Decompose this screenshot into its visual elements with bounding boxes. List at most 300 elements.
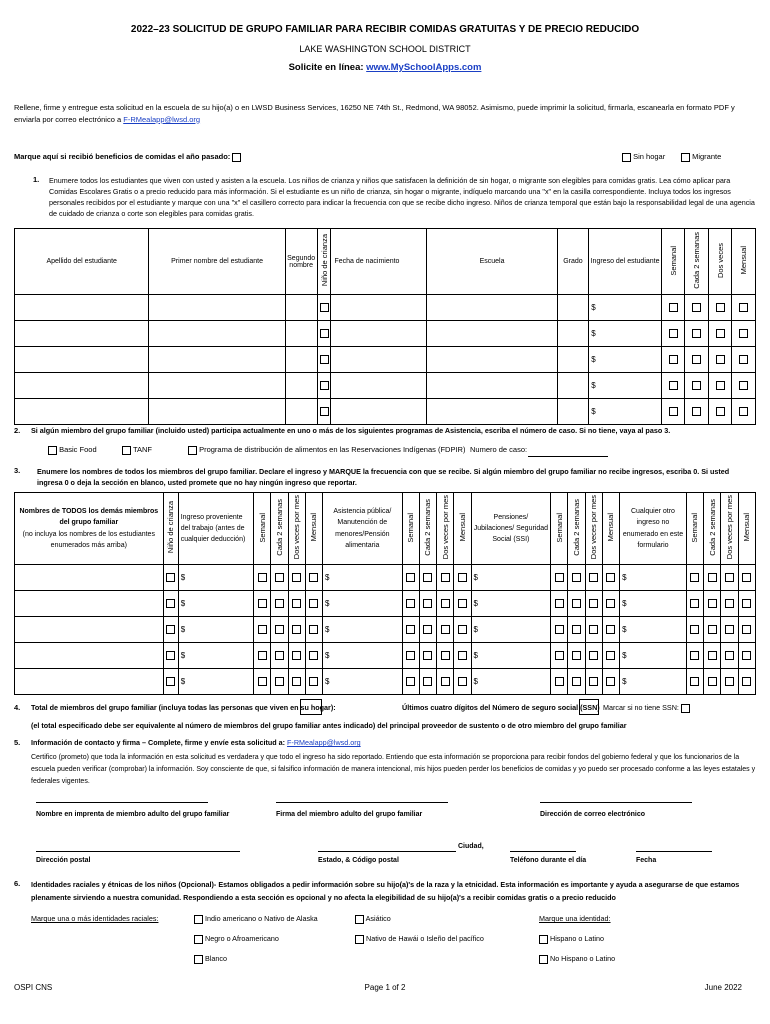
- household-frequency-checkbox[interactable]: [423, 651, 432, 660]
- student-last-name-cell[interactable]: [15, 295, 149, 321]
- household-frequency-cell[interactable]: [585, 669, 602, 695]
- student-school-cell[interactable]: [427, 321, 557, 347]
- household-frequency-checkbox[interactable]: [292, 599, 301, 608]
- student-monthly-cell[interactable]: [732, 347, 756, 373]
- household-frequency-checkbox[interactable]: [292, 573, 301, 582]
- household-frequency-checkbox[interactable]: [742, 625, 751, 634]
- household-frequency-cell[interactable]: [271, 591, 288, 617]
- section5-email-link[interactable]: F-RMealapp@lwsd.org: [287, 738, 361, 747]
- race-black-checkbox[interactable]: [194, 935, 203, 944]
- student-last-name-cell[interactable]: [15, 347, 149, 373]
- household-frequency-cell[interactable]: [163, 591, 178, 617]
- student-last-name-cell[interactable]: [15, 373, 149, 399]
- race-hawaiian-checkbox[interactable]: [355, 935, 364, 944]
- household-frequency-cell[interactable]: [288, 591, 305, 617]
- household-frequency-cell[interactable]: [602, 591, 619, 617]
- household-frequency-cell[interactable]: [551, 591, 568, 617]
- household-frequency-cell[interactable]: [686, 565, 703, 591]
- student-weekly-cell[interactable]: [661, 399, 685, 425]
- city-line[interactable]: [318, 851, 456, 852]
- student-biweekly-checkbox[interactable]: [692, 355, 701, 364]
- no-ssn-checkbox[interactable]: [681, 704, 690, 713]
- household-income-cell[interactable]: [322, 591, 402, 617]
- household-frequency-cell[interactable]: [419, 669, 436, 695]
- student-monthly-checkbox[interactable]: [739, 355, 748, 364]
- household-frequency-checkbox[interactable]: [275, 677, 284, 686]
- household-frequency-checkbox[interactable]: [441, 625, 450, 634]
- signature-line[interactable]: [276, 802, 448, 803]
- household-frequency-checkbox[interactable]: [708, 599, 717, 608]
- household-foster-checkbox[interactable]: [166, 599, 175, 608]
- student-monthly-cell[interactable]: [732, 373, 756, 399]
- basic-food-checkbox[interactable]: [48, 446, 57, 455]
- household-frequency-checkbox[interactable]: [742, 599, 751, 608]
- student-first-name-cell[interactable]: [149, 373, 285, 399]
- phone-line[interactable]: [510, 851, 576, 852]
- household-frequency-checkbox[interactable]: [555, 573, 564, 582]
- student-weekly-checkbox[interactable]: [669, 303, 678, 312]
- household-frequency-cell[interactable]: [254, 565, 271, 591]
- household-frequency-checkbox[interactable]: [423, 599, 432, 608]
- household-frequency-cell[interactable]: [602, 643, 619, 669]
- household-frequency-checkbox[interactable]: [742, 651, 751, 660]
- household-frequency-checkbox[interactable]: [555, 677, 564, 686]
- household-frequency-checkbox[interactable]: [258, 651, 267, 660]
- student-biweekly-cell[interactable]: [685, 347, 709, 373]
- household-frequency-checkbox[interactable]: [742, 573, 751, 582]
- household-frequency-cell[interactable]: [585, 591, 602, 617]
- household-income-cell[interactable]: [471, 669, 551, 695]
- student-twice-checkbox[interactable]: [716, 329, 725, 338]
- student-foster-checkbox[interactable]: [320, 329, 329, 338]
- case-number-line[interactable]: [528, 456, 608, 457]
- household-income-cell[interactable]: [178, 669, 253, 695]
- household-frequency-checkbox[interactable]: [406, 677, 415, 686]
- fdpir-checkbox[interactable]: [188, 446, 197, 455]
- household-frequency-checkbox[interactable]: [725, 651, 734, 660]
- student-weekly-checkbox[interactable]: [669, 355, 678, 364]
- household-member-name-cell[interactable]: [15, 643, 164, 669]
- household-frequency-checkbox[interactable]: [292, 625, 301, 634]
- household-frequency-cell[interactable]: [288, 643, 305, 669]
- household-frequency-cell[interactable]: [568, 565, 585, 591]
- student-twice-checkbox[interactable]: [716, 355, 725, 364]
- household-frequency-checkbox[interactable]: [458, 625, 467, 634]
- household-foster-checkbox[interactable]: [166, 625, 175, 634]
- household-frequency-cell[interactable]: [738, 565, 755, 591]
- student-last-name-cell[interactable]: [15, 399, 149, 425]
- household-frequency-cell[interactable]: [305, 591, 322, 617]
- household-total-input[interactable]: [300, 699, 322, 715]
- household-foster-checkbox[interactable]: [166, 677, 175, 686]
- student-twice-checkbox[interactable]: [716, 303, 725, 312]
- household-frequency-checkbox[interactable]: [572, 651, 581, 660]
- student-monthly-checkbox[interactable]: [739, 381, 748, 390]
- household-frequency-checkbox[interactable]: [258, 625, 267, 634]
- student-first-name-cell[interactable]: [149, 347, 285, 373]
- student-foster-cell[interactable]: [317, 373, 331, 399]
- household-income-cell[interactable]: [620, 617, 687, 643]
- race-indian-checkbox[interactable]: [194, 915, 203, 924]
- household-frequency-cell[interactable]: [602, 565, 619, 591]
- household-frequency-cell[interactable]: [686, 617, 703, 643]
- household-frequency-cell[interactable]: [271, 669, 288, 695]
- student-twice-cell[interactable]: [708, 347, 732, 373]
- student-dob-cell[interactable]: [331, 399, 427, 425]
- household-frequency-cell[interactable]: [254, 643, 271, 669]
- student-foster-cell[interactable]: [317, 295, 331, 321]
- household-frequency-cell[interactable]: [288, 617, 305, 643]
- student-foster-cell[interactable]: [317, 399, 331, 425]
- student-biweekly-cell[interactable]: [685, 295, 709, 321]
- household-frequency-cell[interactable]: [402, 643, 419, 669]
- student-school-cell[interactable]: [427, 399, 557, 425]
- household-income-cell[interactable]: [322, 565, 402, 591]
- household-frequency-checkbox[interactable]: [725, 677, 734, 686]
- household-income-cell[interactable]: [471, 591, 551, 617]
- household-income-cell[interactable]: [322, 669, 402, 695]
- household-frequency-checkbox[interactable]: [458, 599, 467, 608]
- household-frequency-checkbox[interactable]: [690, 599, 699, 608]
- household-frequency-cell[interactable]: [454, 669, 471, 695]
- household-frequency-cell[interactable]: [288, 669, 305, 695]
- student-income-cell[interactable]: [589, 399, 662, 425]
- student-twice-cell[interactable]: [708, 373, 732, 399]
- household-frequency-cell[interactable]: [551, 669, 568, 695]
- student-first-name-cell[interactable]: [149, 399, 285, 425]
- student-weekly-checkbox[interactable]: [669, 381, 678, 390]
- student-monthly-checkbox[interactable]: [739, 329, 748, 338]
- household-frequency-checkbox[interactable]: [725, 625, 734, 634]
- household-frequency-checkbox[interactable]: [292, 677, 301, 686]
- household-frequency-checkbox[interactable]: [690, 573, 699, 582]
- household-frequency-cell[interactable]: [738, 591, 755, 617]
- student-weekly-checkbox[interactable]: [669, 407, 678, 416]
- household-frequency-checkbox[interactable]: [458, 677, 467, 686]
- household-frequency-checkbox[interactable]: [708, 625, 717, 634]
- household-frequency-checkbox[interactable]: [589, 599, 598, 608]
- student-first-name-cell[interactable]: [149, 321, 285, 347]
- household-income-cell[interactable]: [471, 565, 551, 591]
- student-weekly-cell[interactable]: [661, 347, 685, 373]
- household-frequency-checkbox[interactable]: [606, 677, 615, 686]
- student-dob-cell[interactable]: [331, 321, 427, 347]
- intro-email-link[interactable]: F-RMealapp@lwsd.org: [123, 114, 201, 124]
- household-frequency-checkbox[interactable]: [725, 599, 734, 608]
- household-frequency-cell[interactable]: [454, 591, 471, 617]
- household-frequency-cell[interactable]: [721, 669, 738, 695]
- date-line[interactable]: [636, 851, 712, 852]
- household-frequency-cell[interactable]: [585, 617, 602, 643]
- household-frequency-checkbox[interactable]: [309, 599, 318, 608]
- household-frequency-checkbox[interactable]: [708, 677, 717, 686]
- race-white-checkbox[interactable]: [194, 955, 203, 964]
- race-asian-checkbox[interactable]: [355, 915, 364, 924]
- household-income-cell[interactable]: [178, 591, 253, 617]
- household-frequency-cell[interactable]: [568, 617, 585, 643]
- household-frequency-checkbox[interactable]: [292, 651, 301, 660]
- student-middle-name-cell[interactable]: [285, 347, 317, 373]
- household-frequency-cell[interactable]: [163, 643, 178, 669]
- student-dob-cell[interactable]: [331, 295, 427, 321]
- student-biweekly-cell[interactable]: [685, 373, 709, 399]
- household-income-cell[interactable]: [471, 617, 551, 643]
- ssn-input[interactable]: [579, 699, 599, 715]
- household-frequency-cell[interactable]: [704, 565, 721, 591]
- household-frequency-cell[interactable]: [305, 669, 322, 695]
- household-frequency-cell[interactable]: [454, 565, 471, 591]
- household-frequency-cell[interactable]: [437, 643, 454, 669]
- student-twice-cell[interactable]: [708, 295, 732, 321]
- household-frequency-cell[interactable]: [602, 669, 619, 695]
- student-monthly-cell[interactable]: [732, 321, 756, 347]
- student-weekly-checkbox[interactable]: [669, 329, 678, 338]
- household-frequency-checkbox[interactable]: [406, 625, 415, 634]
- household-frequency-checkbox[interactable]: [309, 651, 318, 660]
- household-frequency-checkbox[interactable]: [258, 677, 267, 686]
- household-frequency-cell[interactable]: [454, 617, 471, 643]
- household-frequency-checkbox[interactable]: [258, 599, 267, 608]
- household-frequency-cell[interactable]: [402, 617, 419, 643]
- household-frequency-checkbox[interactable]: [275, 573, 284, 582]
- hispanic-checkbox[interactable]: [539, 935, 548, 944]
- household-frequency-checkbox[interactable]: [441, 573, 450, 582]
- household-frequency-cell[interactable]: [254, 617, 271, 643]
- household-frequency-cell[interactable]: [686, 643, 703, 669]
- household-income-cell[interactable]: [620, 669, 687, 695]
- household-frequency-cell[interactable]: [721, 617, 738, 643]
- student-income-cell[interactable]: [589, 373, 662, 399]
- household-frequency-cell[interactable]: [271, 643, 288, 669]
- household-member-name-cell[interactable]: [15, 565, 164, 591]
- household-member-name-cell[interactable]: [15, 669, 164, 695]
- student-biweekly-checkbox[interactable]: [692, 329, 701, 338]
- household-frequency-cell[interactable]: [437, 591, 454, 617]
- household-income-cell[interactable]: [322, 617, 402, 643]
- student-middle-name-cell[interactable]: [285, 399, 317, 425]
- student-school-cell[interactable]: [427, 347, 557, 373]
- household-frequency-checkbox[interactable]: [572, 599, 581, 608]
- household-frequency-checkbox[interactable]: [589, 573, 598, 582]
- household-frequency-checkbox[interactable]: [725, 573, 734, 582]
- student-twice-checkbox[interactable]: [716, 407, 725, 416]
- household-frequency-checkbox[interactable]: [458, 651, 467, 660]
- household-frequency-checkbox[interactable]: [423, 677, 432, 686]
- homeless-checkbox[interactable]: [622, 153, 631, 162]
- household-frequency-cell[interactable]: [721, 591, 738, 617]
- household-frequency-checkbox[interactable]: [606, 625, 615, 634]
- student-middle-name-cell[interactable]: [285, 373, 317, 399]
- email-line[interactable]: [540, 802, 692, 803]
- household-frequency-cell[interactable]: [163, 617, 178, 643]
- household-frequency-cell[interactable]: [271, 565, 288, 591]
- household-income-cell[interactable]: [471, 643, 551, 669]
- student-weekly-cell[interactable]: [661, 321, 685, 347]
- household-frequency-checkbox[interactable]: [275, 651, 284, 660]
- household-frequency-cell[interactable]: [419, 591, 436, 617]
- household-frequency-checkbox[interactable]: [572, 625, 581, 634]
- household-frequency-checkbox[interactable]: [589, 677, 598, 686]
- household-frequency-cell[interactable]: [738, 617, 755, 643]
- household-frequency-checkbox[interactable]: [406, 651, 415, 660]
- student-middle-name-cell[interactable]: [285, 321, 317, 347]
- household-frequency-checkbox[interactable]: [690, 651, 699, 660]
- household-frequency-cell[interactable]: [271, 617, 288, 643]
- household-frequency-checkbox[interactable]: [589, 651, 598, 660]
- student-grade-cell[interactable]: [557, 295, 589, 321]
- student-foster-cell[interactable]: [317, 321, 331, 347]
- household-frequency-cell[interactable]: [163, 669, 178, 695]
- household-frequency-checkbox[interactable]: [572, 573, 581, 582]
- student-first-name-cell[interactable]: [149, 295, 285, 321]
- household-frequency-cell[interactable]: [738, 669, 755, 695]
- student-twice-cell[interactable]: [708, 399, 732, 425]
- household-frequency-cell[interactable]: [721, 565, 738, 591]
- household-frequency-checkbox[interactable]: [309, 677, 318, 686]
- household-frequency-cell[interactable]: [454, 643, 471, 669]
- student-biweekly-checkbox[interactable]: [692, 303, 701, 312]
- household-frequency-cell[interactable]: [551, 565, 568, 591]
- household-frequency-checkbox[interactable]: [441, 677, 450, 686]
- household-frequency-cell[interactable]: [704, 591, 721, 617]
- household-frequency-checkbox[interactable]: [423, 625, 432, 634]
- migrant-checkbox[interactable]: [681, 153, 690, 162]
- student-monthly-cell[interactable]: [732, 399, 756, 425]
- household-frequency-cell[interactable]: [686, 591, 703, 617]
- student-school-cell[interactable]: [427, 373, 557, 399]
- address-line[interactable]: [36, 851, 240, 852]
- household-frequency-checkbox[interactable]: [708, 651, 717, 660]
- student-income-cell[interactable]: [589, 321, 662, 347]
- household-frequency-checkbox[interactable]: [555, 651, 564, 660]
- household-frequency-cell[interactable]: [551, 617, 568, 643]
- household-frequency-cell[interactable]: [585, 643, 602, 669]
- printed-name-line[interactable]: [36, 802, 208, 803]
- household-frequency-cell[interactable]: [704, 669, 721, 695]
- student-monthly-cell[interactable]: [732, 295, 756, 321]
- student-income-cell[interactable]: [589, 295, 662, 321]
- student-dob-cell[interactable]: [331, 373, 427, 399]
- household-frequency-cell[interactable]: [704, 643, 721, 669]
- household-frequency-checkbox[interactable]: [690, 677, 699, 686]
- household-frequency-checkbox[interactable]: [606, 599, 615, 608]
- household-frequency-checkbox[interactable]: [606, 651, 615, 660]
- household-frequency-checkbox[interactable]: [572, 677, 581, 686]
- household-frequency-checkbox[interactable]: [309, 625, 318, 634]
- online-url-link[interactable]: www.MySchoolApps.com: [366, 62, 482, 73]
- student-biweekly-checkbox[interactable]: [692, 407, 701, 416]
- student-foster-cell[interactable]: [317, 347, 331, 373]
- student-grade-cell[interactable]: [557, 347, 589, 373]
- household-frequency-checkbox[interactable]: [555, 625, 564, 634]
- household-frequency-cell[interactable]: [551, 643, 568, 669]
- student-income-cell[interactable]: [589, 347, 662, 373]
- student-monthly-checkbox[interactable]: [739, 303, 748, 312]
- student-grade-cell[interactable]: [557, 321, 589, 347]
- household-income-cell[interactable]: [178, 643, 253, 669]
- household-foster-checkbox[interactable]: [166, 651, 175, 660]
- household-frequency-cell[interactable]: [568, 669, 585, 695]
- household-frequency-checkbox[interactable]: [258, 573, 267, 582]
- household-income-cell[interactable]: [620, 643, 687, 669]
- household-frequency-checkbox[interactable]: [708, 573, 717, 582]
- household-frequency-cell[interactable]: [568, 591, 585, 617]
- household-frequency-checkbox[interactable]: [423, 573, 432, 582]
- household-frequency-cell[interactable]: [686, 669, 703, 695]
- household-frequency-cell[interactable]: [437, 565, 454, 591]
- household-frequency-cell[interactable]: [254, 591, 271, 617]
- household-frequency-checkbox[interactable]: [275, 599, 284, 608]
- household-frequency-checkbox[interactable]: [406, 573, 415, 582]
- student-weekly-cell[interactable]: [661, 295, 685, 321]
- household-income-cell[interactable]: [620, 565, 687, 591]
- student-dob-cell[interactable]: [331, 347, 427, 373]
- household-frequency-cell[interactable]: [419, 617, 436, 643]
- household-frequency-cell[interactable]: [305, 565, 322, 591]
- student-grade-cell[interactable]: [557, 373, 589, 399]
- student-grade-cell[interactable]: [557, 399, 589, 425]
- household-frequency-cell[interactable]: [402, 565, 419, 591]
- household-frequency-checkbox[interactable]: [690, 625, 699, 634]
- household-frequency-checkbox[interactable]: [555, 599, 564, 608]
- student-foster-checkbox[interactable]: [320, 381, 329, 390]
- student-biweekly-checkbox[interactable]: [692, 381, 701, 390]
- household-frequency-cell[interactable]: [704, 617, 721, 643]
- student-school-cell[interactable]: [427, 295, 557, 321]
- household-frequency-checkbox[interactable]: [441, 599, 450, 608]
- household-income-cell[interactable]: [178, 565, 253, 591]
- prior-year-checkbox[interactable]: [232, 153, 241, 162]
- household-frequency-cell[interactable]: [305, 617, 322, 643]
- student-foster-checkbox[interactable]: [320, 407, 329, 416]
- household-frequency-cell[interactable]: [602, 617, 619, 643]
- household-frequency-checkbox[interactable]: [406, 599, 415, 608]
- household-frequency-checkbox[interactable]: [309, 573, 318, 582]
- student-weekly-cell[interactable]: [661, 373, 685, 399]
- household-frequency-cell[interactable]: [721, 643, 738, 669]
- household-frequency-checkbox[interactable]: [275, 625, 284, 634]
- student-last-name-cell[interactable]: [15, 321, 149, 347]
- household-member-name-cell[interactable]: [15, 617, 164, 643]
- household-frequency-cell[interactable]: [288, 565, 305, 591]
- household-income-cell[interactable]: [322, 643, 402, 669]
- household-frequency-checkbox[interactable]: [441, 651, 450, 660]
- student-twice-checkbox[interactable]: [716, 381, 725, 390]
- household-frequency-checkbox[interactable]: [606, 573, 615, 582]
- household-income-cell[interactable]: [620, 591, 687, 617]
- household-frequency-cell[interactable]: [437, 617, 454, 643]
- student-twice-cell[interactable]: [708, 321, 732, 347]
- household-member-name-cell[interactable]: [15, 591, 164, 617]
- household-foster-checkbox[interactable]: [166, 573, 175, 582]
- not-hispanic-checkbox[interactable]: [539, 955, 548, 964]
- household-frequency-cell[interactable]: [305, 643, 322, 669]
- household-frequency-checkbox[interactable]: [742, 677, 751, 686]
- tanf-checkbox[interactable]: [122, 446, 131, 455]
- student-biweekly-cell[interactable]: [685, 321, 709, 347]
- household-frequency-cell[interactable]: [419, 643, 436, 669]
- student-foster-checkbox[interactable]: [320, 355, 329, 364]
- household-frequency-cell[interactable]: [585, 565, 602, 591]
- household-frequency-cell[interactable]: [738, 643, 755, 669]
- student-biweekly-cell[interactable]: [685, 399, 709, 425]
- student-middle-name-cell[interactable]: [285, 295, 317, 321]
- household-frequency-cell[interactable]: [568, 643, 585, 669]
- household-income-cell[interactable]: [178, 617, 253, 643]
- household-frequency-cell[interactable]: [402, 669, 419, 695]
- household-frequency-cell[interactable]: [437, 669, 454, 695]
- household-frequency-cell[interactable]: [163, 565, 178, 591]
